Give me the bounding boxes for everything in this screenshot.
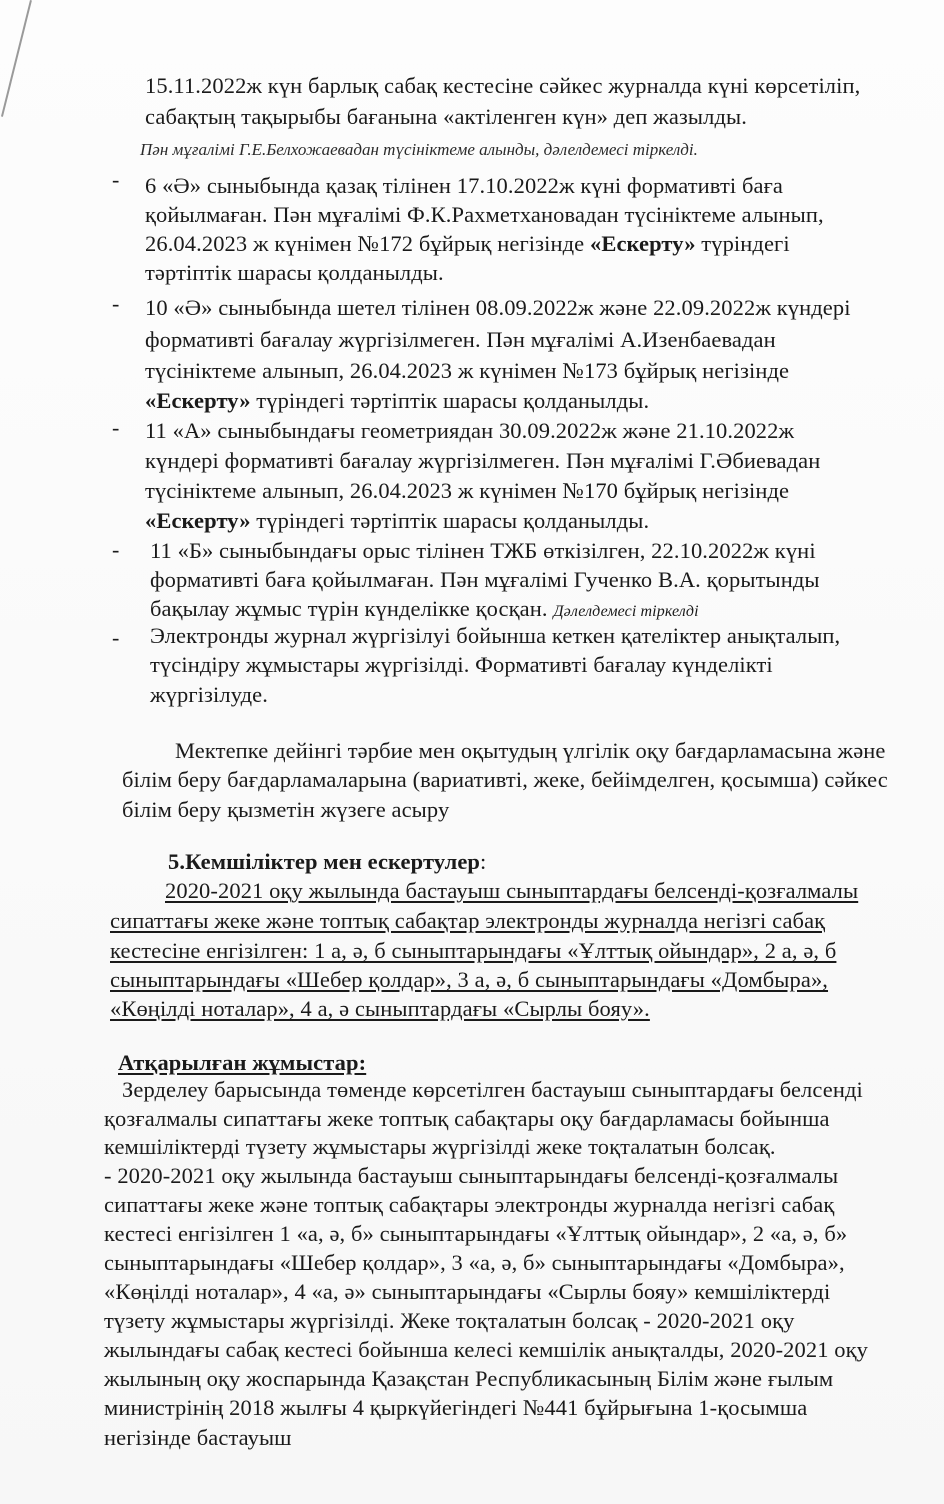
preschool-line-2: білім беру бағдарламаларына (вариативті, жеке, бейімделген, қосымша) сәйкес <box>122 767 888 792</box>
completed-work-line-1: Зерделеу барысында төменде көрсетілген бастауыш сыныптардағы белсенді <box>122 1077 863 1102</box>
bullet-1-line-4: тәртіптік шарасы қолданылды. <box>145 260 444 285</box>
bullet-4-line-2: формативті баға қойылмаған. Пән мұғалімі Гученко В.А. қорытынды <box>150 567 820 592</box>
completed-work-line-11: жылының оқу жоспарында Қазақстан Республикасының Білім және ғылым <box>104 1366 834 1391</box>
bullet-3-dash: - <box>112 415 120 440</box>
section-5-line-2: сипаттағы жеке және топтық сабақтар электронды журналда негізгі сабақ <box>110 908 826 933</box>
bullet-4-dash: - <box>112 537 120 562</box>
bullet-5-line-3: жүргізілуде. <box>150 682 268 707</box>
preschool-line-3: білім беру қызметін жүзеге асыру <box>122 797 450 822</box>
top-paragraph-note: Пән мұғалімі Г.Е.Белхожаевадан түсініктеме алынды, дәлелдемесі тіркелді. <box>140 140 698 159</box>
bullet-2-dash: - <box>112 291 120 316</box>
completed-work-line-6: кестесі енгізілген 1 «а, ә, б» сыныптарындағы «Ұлттық ойындар», 2 «а, ә, б» <box>104 1221 848 1246</box>
bullet-5-dash: - <box>112 625 120 650</box>
bullet-1-bold-phrase: «Ескерту» <box>589 231 696 256</box>
top-paragraph-line-2: сабақтың тақырыбы бағанына «актіленген күн» деп жазылды. <box>145 104 747 129</box>
completed-work-line-2: қозғалмалы сипаттағы жеке топтық сабақтары оқу бағдарламасы бойынша <box>104 1106 830 1131</box>
bullet-2-line-3: түсініктеме алынып, 26.04.2023 ж күнімен №173 бұйрық негізінде <box>145 358 790 383</box>
preschool-line-1: Мектепке дейінгі тәрбие мен оқытудың үлгілік оқу бағдарламасына және <box>175 738 886 763</box>
bullet-1-line-2: қойылмаған. Пән мұғалімі Ф.К.Рахметхановадан түсініктеме алынып, <box>145 202 824 227</box>
section-5-heading: 5.Кемшіліктер мен ескертулер <box>168 849 481 874</box>
completed-work-line-12: министрінің 2018 жылғы 4 қыркүйегіндегі №441 бұйрығына 1-қосымша <box>104 1395 808 1420</box>
bullet-2-line-1: 10 «Ә» сыныбында шетел тілінен 08.09.2022ж және 22.09.2022ж күндері <box>145 295 851 320</box>
section-5-line-5: «Көңілді ноталар», 4 а, ә сыныптардағы «Сырлы бояу». <box>110 996 650 1021</box>
bullet-4-line-1: 11 «Б» сыныбындағы орыс тілінен ТЖБ өткізілген, 22.10.2022ж күні <box>150 538 816 563</box>
bullet-3-line-3: түсініктеме алынып, 26.04.2023 ж күнімен №170 бұйрық негізінде <box>145 478 790 503</box>
bullet-1-line-3-text: 26.04.2023 ж күнімен №172 бұйрық негізінде <box>145 231 585 256</box>
completed-work-line-13: негізінде бастауыш <box>104 1425 292 1450</box>
bullet-2-line-4 <box>145 387 649 415</box>
section-5-line-3: кестесіне енгізілген: 1 а, ә, б сыныптарындағы «Ұлттық ойындар», 2 а, ә, б <box>110 938 837 963</box>
completed-work-line-9: түзету жұмыстары жүргізілді. Жеке тоқталатын болсақ - 2020-2021 оқу <box>104 1308 795 1333</box>
completed-work-line-5: сипаттағы жеке және топтық сабақтары электронды журналда негізгі сабақ <box>104 1192 835 1217</box>
section-5-line-4: сыныптарындағы «Шебер қолдар», 3 а, ә, б сыныптарындағы «Домбыра», <box>110 967 829 992</box>
bullet-1-line-3 <box>145 230 790 258</box>
completed-work-line-7: сыныптарындағы «Шебер қолдар», 3 «а, ә, б» сыныптарындағы «Домбыра», <box>104 1250 845 1275</box>
section-5-heading-row <box>168 848 486 876</box>
completed-work-line-3: кемшіліктерді түзету жұмыстары жүргізілді жеке тоқталатын болсақ. <box>104 1134 776 1159</box>
completed-work-line-8: «Көңілді ноталар», 4 «а, ә» сыныптарындағы «Сырлы бояу» кемшіліктерді <box>104 1279 831 1304</box>
completed-work-line-10: жылындағы сабақ кестесі бойынша келесі кемшілік анықталды, 2020-2021 оқу <box>104 1337 869 1362</box>
page-edge-shadow <box>1 0 32 117</box>
bullet-2-line-4-text: түріндегі тәртіптік шарасы қолданылды. <box>250 388 650 413</box>
bullet-4-line-3-text: бақылау жұмыс түрін күнделікке қосқан. <box>150 596 548 621</box>
bullet-2-line-2: формативті бағалау жүргізілмеген. Пән мұғалімі А.Изенбаевадан <box>145 327 776 352</box>
bullet-3-line-4-text: түріндегі тәртіптік шарасы қолданылды. <box>250 508 650 533</box>
bullet-5-line-1: Электронды журнал жүргізілуі бойынша кеткен қателіктер анықталып, <box>150 623 841 648</box>
bullet-1-dash: - <box>112 167 120 192</box>
bullet-3-line-2: күндері формативті бағалау жүргізілмеген. Пән мұғалімі Г.Әбиевадан <box>145 448 821 473</box>
bullet-2-bold-phrase: «Ескерту» <box>145 388 251 413</box>
top-paragraph-line-1: 15.11.2022ж күн барлық сабақ кестесіне сәйкес журналда күні көрсетіліп, <box>145 73 861 98</box>
bullet-1-line-1: 6 «Ә» сыныбында қазақ тілінен 17.10.2022ж күні формативті баға <box>145 173 784 198</box>
completed-work-heading: Атқарылған жұмыстар: <box>118 1050 367 1075</box>
completed-work-line-4: - 2020-2021 оқу жылында бастауыш сыныптарындағы белсенді-қозғалмалы <box>104 1163 839 1188</box>
bullet-4-note: Дәлелдемесі тіркелді <box>553 603 699 620</box>
bullet-3-line-1: 11 «А» сыныбындағы геометриядан 30.09.2022ж және 21.10.2022ж <box>145 418 795 443</box>
bullet-3-line-4 <box>145 507 649 535</box>
section-5-heading-colon: : <box>480 849 487 874</box>
bullet-1-tail: түріндегі <box>695 231 790 256</box>
bullet-5-line-2: түсіндіру жұмыстары жүргізілді. Формативті бағалау күнделікті <box>150 652 773 677</box>
section-5-line-1: 2020-2021 оқу жылында бастауыш сыныптардағы белсенді-қозғалмалы <box>165 878 859 903</box>
bullet-3-bold-phrase: «Ескерту» <box>145 508 251 533</box>
